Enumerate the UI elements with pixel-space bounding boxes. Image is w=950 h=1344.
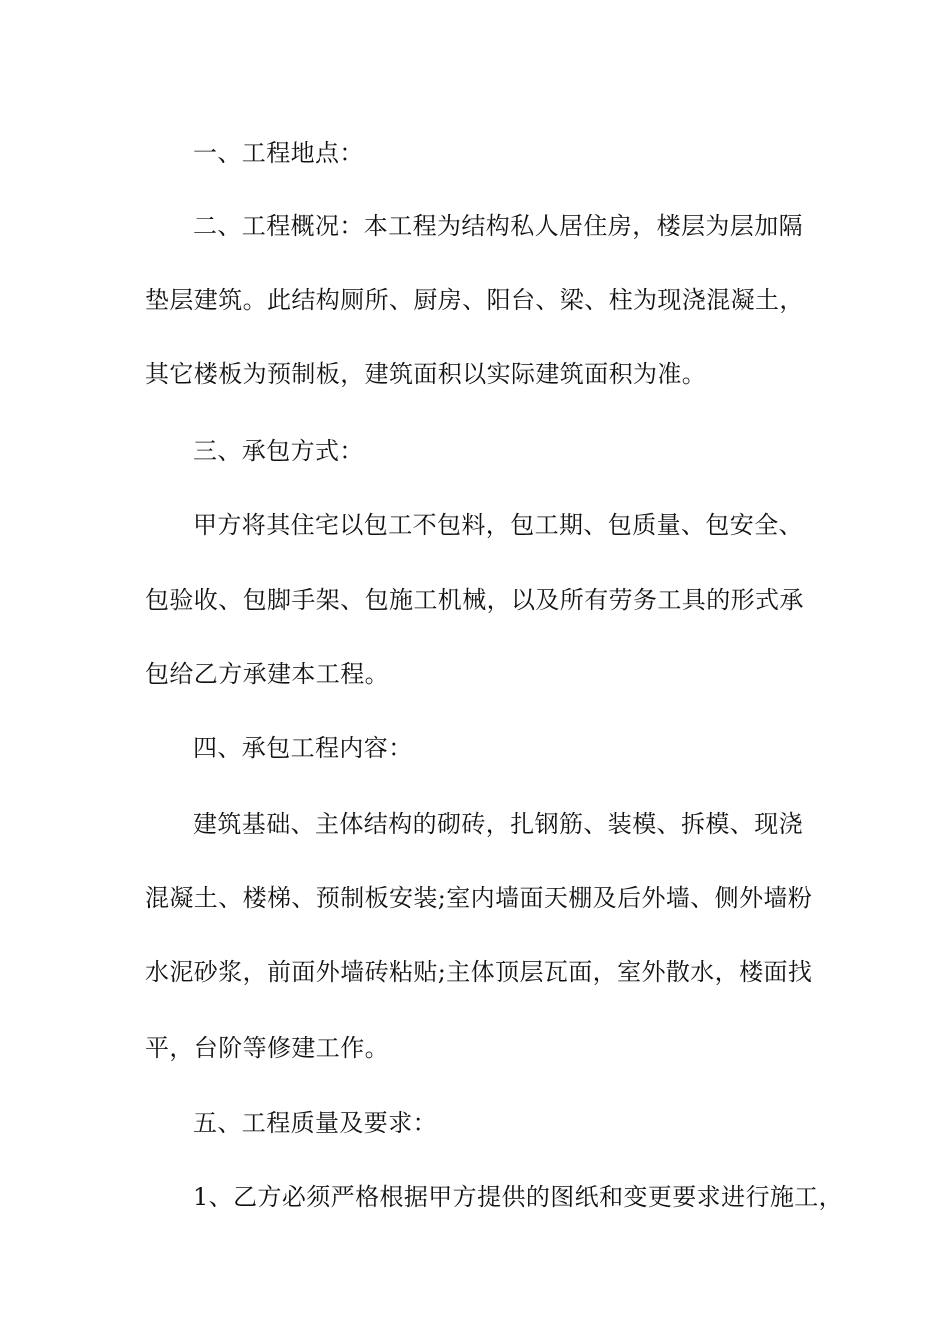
paragraph-line: 建筑基础、主体结构的砌砖，扎钢筋、装模、拆模、现浇	[193, 810, 803, 838]
paragraph-line: 混凝土、楼梯、预制板安装;室内墙面天棚及后外墙、侧外墙粉	[145, 884, 813, 912]
paragraph-line: 包验收、包脚手架、包施工机械，以及所有劳务工具的形式承	[145, 586, 804, 614]
paragraph-line: 二、工程概况：本工程为结构私人居住房，楼层为层加隔	[193, 212, 803, 240]
heading-contract-method: 三、承包方式：	[193, 437, 364, 465]
heading-project-location: 一、工程地点：	[193, 139, 364, 167]
heading-contract-content: 四、承包工程内容：	[193, 734, 413, 762]
paragraph-line: 垫层建筑。此结构厕所、厨房、阳台、梁、柱为现浇混凝土，	[145, 286, 804, 314]
paragraph-line: 包给乙方承建本工程。	[145, 660, 389, 688]
paragraph-line: 水泥砂浆，前面外墙砖粘贴;主体顶层瓦面，室外散水，楼面找	[145, 958, 813, 986]
heading-quality-requirements: 五、工程质量及要求：	[193, 1109, 437, 1137]
paragraph-line: 平，台阶等修建工作。	[145, 1034, 389, 1062]
paragraph-line: 其它楼板为预制板，建筑面积以实际建筑面积为准。	[145, 360, 707, 388]
paragraph-line: 1、乙方必须严格根据甲方提供的图纸和变更要求进行施工，	[193, 1183, 844, 1211]
paragraph-line: 甲方将其住宅以包工不包料，包工期、包质量、包安全、	[193, 511, 803, 539]
